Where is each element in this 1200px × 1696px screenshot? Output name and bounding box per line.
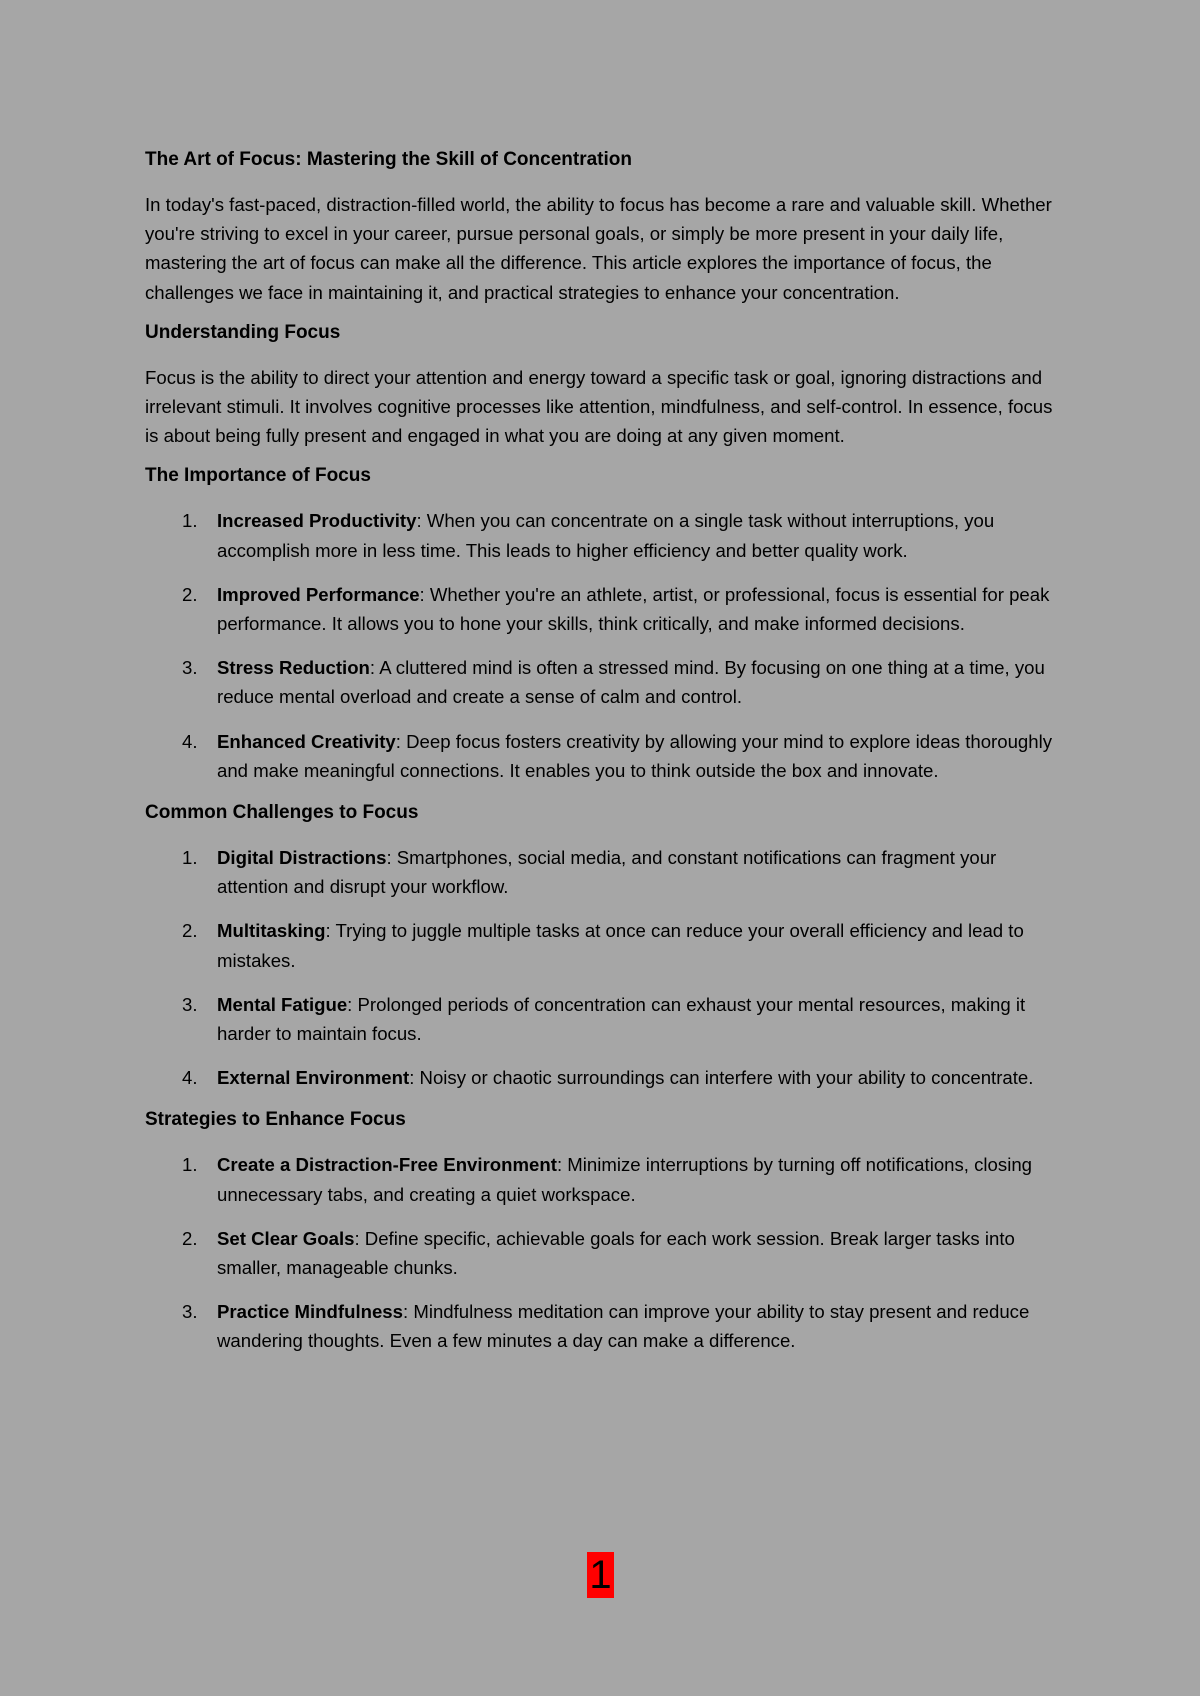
document-title: The Art of Focus: Mastering the Skill of Concentration — [145, 149, 632, 170]
section-heading-strategies: Strategies to Enhance Focus — [145, 1109, 406, 1131]
list-item-term: Digital Distractions — [217, 847, 387, 869]
list-number: 2. — [182, 583, 198, 605]
list-item-term: Practice Mindfulness — [217, 1301, 403, 1323]
list-item-text: : Trying to juggle multiple tasks at once can reduce your overall efficiency and lead to mistakes. — [217, 920, 1024, 971]
page-number: 1 — [587, 1552, 614, 1598]
list-item-term: Create a Distraction-Free Environment — [217, 1154, 557, 1176]
list-number: 2. — [182, 920, 198, 942]
list-item — [145, 990, 1060, 1048]
list-item — [145, 843, 1060, 901]
list-item-term: External Environment — [217, 1067, 410, 1089]
list-item-text: : Prolonged periods of concentration can exhaust your mental resources, making it harder to maintain focus. — [217, 993, 1026, 1045]
list-item — [145, 916, 1060, 974]
list-item-text: : Mindfulness meditation can improve your ability to stay present and reduce wandering thoughts. Even a few minutes a day can make a difference. — [217, 1301, 1030, 1352]
list-number: 1. — [182, 510, 198, 532]
intro-paragraph: In today's fast-paced, distraction-filled world, the ability to focus has become a rare and valuable skill. Whether you're striving to excel in your career, pursue personal goals, or simply be more present in your daily life, mastering the art of focus can make all the difference. This article explores the importance of focus, the challenges we face in maintaining it, and practical strategies to enhance your concentration. — [145, 194, 1052, 303]
list-item-text: : Whether you're an athlete, artist, or professional, focus is essential for peak performance. It allows you to hone your skills, think critically, and make informed decisions. — [217, 583, 1050, 635]
list-item-term: Improved Performance — [217, 583, 420, 605]
list-number: 3. — [182, 657, 198, 679]
challenges-list — [145, 843, 1060, 1092]
list-item-text: : A cluttered mind is often a stressed mind. By focusing on one thing at a time, you reduce mental overload and create a sense of calm and control. — [217, 657, 1045, 708]
list-number: 4. — [182, 1067, 198, 1089]
list-item-term: Mental Fatigue — [217, 993, 348, 1015]
list-item-term: Enhanced Creativity — [217, 730, 396, 752]
list-item — [145, 1063, 1060, 1092]
document-page — [145, 146, 1060, 1370]
strategies-list — [145, 1150, 1060, 1355]
list-item-text: : Smartphones, social media, and constant notifications can fragment your attention and disrupt your workflow. — [217, 847, 997, 898]
list-item-text: : Define specific, achievable goals for each work session. Break larger tasks into smaller, manageable chunks. — [217, 1227, 1015, 1279]
list-item-term: Multitasking — [217, 920, 326, 942]
list-item-term: Increased Productivity — [217, 510, 417, 532]
list-item — [145, 580, 1060, 638]
list-number: 3. — [182, 1301, 198, 1323]
importance-list — [145, 506, 1060, 785]
list-number: 4. — [182, 730, 198, 752]
list-number: 2. — [182, 1227, 198, 1249]
list-item — [145, 1150, 1060, 1208]
list-item-text: : Deep focus fosters creativity by allowing your mind to explore ideas thoroughly and make meaningful connections. It enables you to think outside the box and innovate. — [217, 730, 1053, 781]
understanding-paragraph: Focus is the ability to direct your attention and energy toward a specific task or goal, ignoring distractions and irrelevant stimuli. It involves cognitive processes like attention, mindfulness, and self-control. In essence, focus is about being fully present and engaged in what you are doing at any given moment. — [145, 366, 1053, 447]
list-item — [145, 653, 1060, 711]
list-number: 1. — [182, 1154, 198, 1176]
section-heading-importance: The Importance of Focus — [145, 465, 371, 487]
list-item — [145, 727, 1060, 785]
list-number: 3. — [182, 993, 198, 1015]
list-item-term: Stress Reduction — [217, 657, 370, 679]
list-item — [145, 506, 1060, 564]
list-item-term: Set Clear Goals — [217, 1227, 355, 1249]
list-number: 1. — [182, 847, 198, 869]
list-item-text: : When you can concentrate on a single task without interruptions, you accomplish more in less time. This leads to higher efficiency and better quality work. — [217, 510, 995, 561]
section-heading-challenges: Common Challenges to Focus — [145, 802, 419, 824]
list-item-text: : Noisy or chaotic surroundings can interfere with your ability to concentrate. — [409, 1067, 1034, 1089]
list-item — [145, 1297, 1060, 1355]
list-item-text: : Minimize interruptions by turning off notifications, closing unnecessary tabs, and creating a quiet workspace. — [217, 1154, 1033, 1205]
section-heading-understanding: Understanding Focus — [145, 321, 341, 343]
list-item — [145, 1224, 1060, 1282]
